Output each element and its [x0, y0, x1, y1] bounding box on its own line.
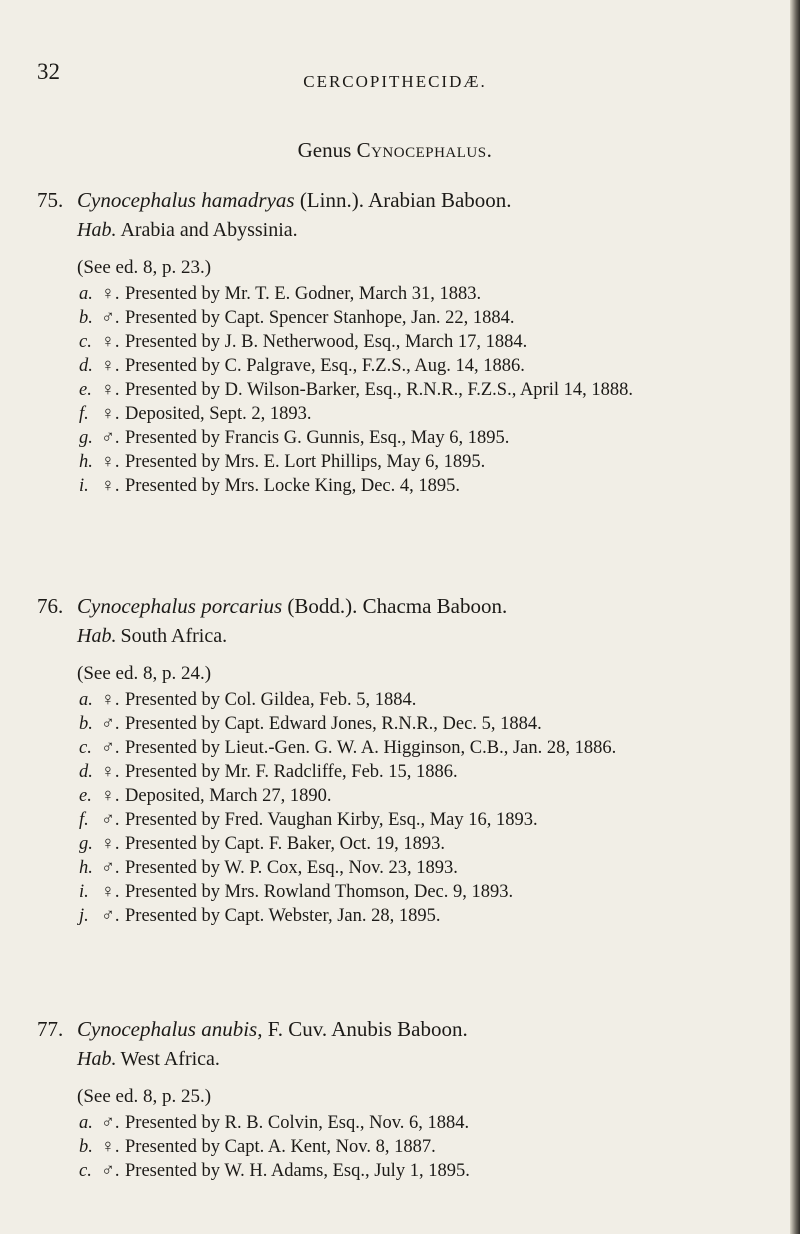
specimen-letter: c. — [79, 1161, 92, 1181]
edition-reference: (See ed. 8, p. 25.) — [77, 1086, 212, 1107]
species-entry — [37, 185, 757, 500]
running-head: CERCOPITHECIDÆ. — [303, 72, 487, 91]
specimen-description: Presented by Fred. Vaughan Kirby, Esq., May 16, 1893. — [125, 810, 538, 830]
specimen-description: Presented by Capt. F. Baker, Oct. 19, 1893. — [125, 834, 445, 854]
habitat-line — [77, 1044, 757, 1074]
sex-symbol: ♀. — [101, 452, 120, 472]
specimen-item — [37, 284, 757, 304]
specimen-description: Presented by Mrs. Locke King, Dec. 4, 1895. — [125, 476, 460, 496]
sex-symbol: ♀. — [101, 404, 120, 424]
habitat-line — [77, 621, 757, 651]
specimen-list — [37, 690, 757, 926]
specimen-description: Presented by Col. Gildea, Feb. 5, 1884. — [125, 690, 417, 710]
sex-symbol: ♂. — [101, 428, 120, 448]
sex-symbol: ♀. — [101, 332, 120, 352]
specimen-letter: b. — [79, 308, 93, 328]
specimen-description: Presented by Capt. Webster, Jan. 28, 1895. — [125, 906, 441, 926]
habitat-value: South Africa. — [120, 625, 228, 647]
specimen-item — [37, 810, 757, 830]
specimen-item — [37, 690, 757, 710]
sex-symbol: ♂. — [101, 810, 120, 830]
habitat-line — [77, 215, 757, 245]
habitat-value: West Africa. — [120, 1048, 220, 1070]
species-name: Cynocephalus porcarius — [77, 594, 283, 618]
specimen-description: Deposited, March 27, 1890. — [125, 786, 332, 806]
specimen-letter: g. — [79, 428, 93, 448]
species-name: Cynocephalus anubis, — [77, 1017, 263, 1041]
sex-symbol: ♂. — [101, 1113, 120, 1133]
specimen-description: Presented by Francis G. Gunnis, Esq., May 6, 1895. — [125, 428, 510, 448]
species-title — [37, 185, 757, 215]
specimen-item — [37, 404, 757, 424]
specimen-item — [37, 834, 757, 854]
species-name: Cynocephalus hamadryas — [77, 188, 295, 212]
sex-symbol: ♂. — [101, 714, 120, 734]
specimen-letter: e. — [79, 786, 92, 806]
specimen-item — [37, 356, 757, 376]
specimen-item — [37, 476, 757, 496]
specimen-item — [37, 332, 757, 352]
specimen-item — [37, 714, 757, 734]
specimen-item — [37, 1161, 757, 1181]
specimen-letter: j. — [79, 906, 89, 926]
habitat-label: Hab. — [77, 219, 117, 241]
species-number: 77. — [37, 1017, 64, 1041]
sex-symbol: ♀. — [101, 834, 120, 854]
species-title — [37, 591, 757, 621]
sex-symbol: ♀. — [101, 356, 120, 376]
sex-symbol: ♀. — [101, 1137, 120, 1157]
edition-reference: (See ed. 8, p. 24.) — [77, 663, 212, 684]
species-authority: F. Cuv. — [267, 1017, 328, 1041]
specimen-list — [37, 284, 757, 496]
specimen-item — [37, 738, 757, 758]
page-number: 32 — [37, 59, 60, 84]
specimen-letter: g. — [79, 834, 93, 854]
specimen-letter: c. — [79, 332, 92, 352]
specimen-item — [37, 882, 757, 902]
sex-symbol: ♀. — [101, 476, 120, 496]
sex-symbol: ♂. — [101, 906, 120, 926]
habitat-value: Arabia and Abyssinia. — [120, 219, 298, 241]
specimen-item — [37, 428, 757, 448]
specimen-description: Presented by Capt. A. Kent, Nov. 8, 1887. — [125, 1137, 436, 1157]
sex-symbol: ♂. — [101, 1161, 120, 1181]
specimen-description: Presented by R. B. Colvin, Esq., Nov. 6, 1884. — [125, 1113, 470, 1133]
specimen-letter: i. — [79, 882, 89, 902]
specimen-description: Presented by Mrs. E. Lort Phillips, May 6, 1895. — [125, 452, 486, 472]
specimen-description: Presented by J. B. Netherwood, Esq., March 17, 1884. — [125, 332, 528, 352]
common-name: Chacma Baboon. — [362, 594, 508, 618]
species-entry — [37, 1014, 757, 1185]
specimen-letter: i. — [79, 476, 89, 496]
specimen-letter: a. — [79, 1113, 93, 1133]
specimen-item — [37, 786, 757, 806]
specimen-description: Presented by W. H. Adams, Esq., July 1, 1895. — [125, 1161, 470, 1181]
species-title — [37, 1014, 757, 1044]
specimen-item — [37, 380, 757, 400]
specimen-letter: a. — [79, 690, 93, 710]
specimen-letter: f. — [79, 810, 89, 830]
specimen-description: Presented by Mrs. Rowland Thomson, Dec. 9, 1893. — [125, 882, 514, 902]
specimen-item — [37, 308, 757, 328]
specimen-description: Deposited, Sept. 2, 1893. — [125, 404, 312, 424]
sex-symbol: ♀. — [101, 882, 120, 902]
species-entry — [37, 591, 757, 930]
sex-symbol: ♀. — [101, 284, 120, 304]
genus-name: Cynocephalus. — [356, 138, 493, 162]
species-authority: (Linn.). — [299, 188, 364, 212]
sex-symbol: ♀. — [101, 786, 120, 806]
specimen-list — [37, 1113, 757, 1181]
genus-heading — [0, 138, 790, 163]
specimen-letter: b. — [79, 714, 93, 734]
specimen-letter: b. — [79, 1137, 93, 1157]
common-name: Anubis Baboon. — [331, 1017, 468, 1041]
sex-symbol: ♂. — [101, 858, 120, 878]
sex-symbol: ♂. — [101, 738, 120, 758]
specimen-letter: f. — [79, 404, 89, 424]
sex-symbol: ♀. — [101, 762, 120, 782]
specimen-letter: h. — [79, 858, 93, 878]
specimen-item — [37, 906, 757, 926]
sex-symbol: ♂. — [101, 308, 120, 328]
habitat-label: Hab. — [77, 1048, 117, 1070]
specimen-description: Presented by Mr. F. Radcliffe, Feb. 15, 1886. — [125, 762, 458, 782]
specimen-letter: d. — [79, 356, 93, 376]
specimen-description: Presented by D. Wilson-Barker, Esq., R.N.R., F.Z.S., April 14, 1888. — [125, 380, 633, 400]
specimen-item — [37, 858, 757, 878]
specimen-letter: a. — [79, 284, 93, 304]
common-name: Arabian Baboon. — [368, 188, 512, 212]
species-authority: (Bodd.). — [287, 594, 358, 618]
genus-prefix: Genus — [297, 138, 352, 162]
specimen-description: Presented by Lieut.-Gen. G. W. A. Higginson, C.B., Jan. 28, 1886. — [125, 738, 617, 758]
specimen-description: Presented by Capt. Spencer Stanhope, Jan. 22, 1884. — [125, 308, 515, 328]
specimen-description: Presented by W. P. Cox, Esq., Nov. 23, 1893. — [125, 858, 458, 878]
specimen-letter: c. — [79, 738, 92, 758]
edition-reference: (See ed. 8, p. 23.) — [77, 257, 212, 278]
species-number: 76. — [37, 594, 64, 618]
sex-symbol: ♀. — [101, 380, 120, 400]
specimen-description: Presented by Capt. Edward Jones, R.N.R., Dec. 5, 1884. — [125, 714, 542, 734]
specimen-description: Presented by Mr. T. E. Godner, March 31, 1883. — [125, 284, 482, 304]
species-number: 75. — [37, 188, 64, 212]
specimen-letter: h. — [79, 452, 93, 472]
page-edge-shadow — [790, 0, 800, 1234]
habitat-label: Hab. — [77, 625, 117, 647]
specimen-item — [37, 452, 757, 472]
specimen-item — [37, 1137, 757, 1157]
specimen-description: Presented by C. Palgrave, Esq., F.Z.S., Aug. 14, 1886. — [125, 356, 525, 376]
specimen-item — [37, 1113, 757, 1133]
specimen-letter: d. — [79, 762, 93, 782]
specimen-letter: e. — [79, 380, 92, 400]
sex-symbol: ♀. — [101, 690, 120, 710]
specimen-item — [37, 762, 757, 782]
